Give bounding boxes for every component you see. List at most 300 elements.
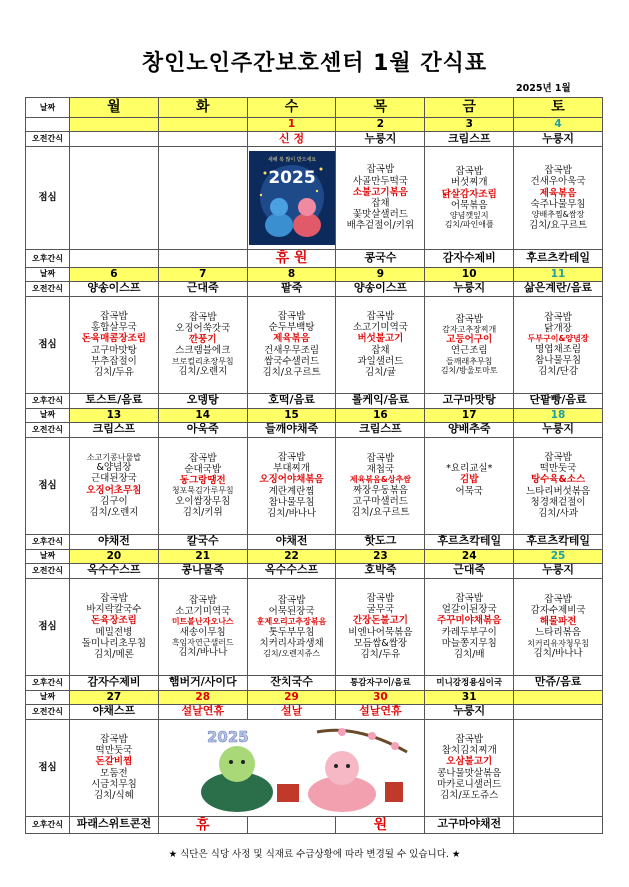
lunch-menu	[70, 437, 159, 534]
date-row-label: 날짜	[26, 267, 70, 281]
afternoon-snack	[158, 250, 247, 268]
date-cell: 3	[425, 118, 514, 132]
lunch-item: 돈육장조림	[90, 615, 137, 627]
lunch-item: 잡곡밥	[544, 311, 572, 323]
lunch-item: 잡곡밥	[544, 165, 572, 177]
lunch-menu	[514, 296, 603, 393]
morning-snack: 근대죽	[425, 563, 514, 578]
afternoon-snack: 고구마야채전	[425, 816, 514, 834]
date-row-label: 날짜	[26, 690, 70, 704]
lunch-item: 비엔나어묵볶음	[348, 626, 413, 638]
lunch-item: 계란계란찜	[268, 485, 315, 497]
morning-snack: 누룽지	[514, 563, 603, 578]
date-label: 날짜	[26, 98, 70, 118]
page-title: 창인노인주간보호센터 1월 간식표	[141, 51, 488, 76]
afternoon-snack	[247, 816, 336, 834]
morning-snack: 신 정	[247, 132, 336, 147]
lunch-item: 숙주나물무침	[530, 198, 586, 210]
date-cell: 9	[336, 267, 425, 281]
lunch-menu	[425, 147, 514, 250]
morning-snack: 양송이스프	[336, 281, 425, 296]
morning-snack: 근대죽	[158, 281, 247, 296]
weekday-2: 수	[247, 98, 336, 118]
lunch-item: 김치/바나나	[267, 507, 317, 519]
lunch-menu	[158, 578, 247, 675]
lunch-row	[26, 147, 603, 250]
date-cell: 23	[336, 549, 425, 563]
morning-snack	[70, 132, 159, 147]
lunch-item: 짜장우동볶음	[352, 484, 408, 496]
lunch-item: 돈갈비찜	[95, 756, 133, 768]
date-cell: 15	[247, 408, 336, 422]
lunch-item: 모듬쌈&쌈장	[353, 637, 408, 649]
lunch-item: 치커리유자청무침	[527, 638, 589, 648]
afternoon-snack: 휴	[158, 816, 247, 834]
date-cell: 14	[158, 408, 247, 422]
lunch-item: 오징어야채볶음	[259, 474, 324, 486]
date-cell: 25	[514, 549, 603, 563]
lunch-item: 김치/두유	[93, 366, 134, 378]
afternoon-label: 오후간식	[26, 250, 70, 268]
morning-snack: 아욱죽	[158, 422, 247, 437]
afternoon-label: 오후간식	[26, 393, 70, 408]
lunch-item: 김치/방울토마토	[440, 366, 498, 376]
lunch-menu	[425, 437, 514, 534]
lunch-item: 떡만둣국	[539, 463, 577, 475]
lunch-item: 부대찌개	[273, 463, 310, 475]
date-cell: 18	[514, 408, 603, 422]
lunch-row	[26, 437, 603, 534]
lunch-item: 소고기미역국	[352, 322, 408, 334]
lunch-item: 어묵볶음	[450, 199, 488, 211]
lunch-item: 버섯찌개	[450, 177, 488, 189]
date-row	[26, 690, 603, 704]
lunch-item: 잡곡밥	[277, 310, 306, 322]
date-row	[26, 267, 603, 281]
lunch-item: 모둠전	[100, 767, 128, 779]
morning-snack: 누룽지	[514, 422, 603, 437]
lunch-item: 새송이무침	[179, 626, 226, 638]
snack-menu-table	[25, 97, 603, 834]
new-year-illustration	[247, 147, 336, 250]
lunch-menu	[514, 578, 603, 675]
lunch-item: 김치/바나나	[178, 647, 228, 659]
lunch-item: 김치/단감	[538, 366, 579, 378]
lunch-item: 느타리버섯볶음	[525, 485, 591, 497]
date-cell: 30	[336, 690, 425, 704]
lunch-item: 잡곡밥	[188, 594, 217, 606]
lunch-item: 오이쌈장무침	[175, 495, 231, 507]
lunch-item: 배추겉절이/키위	[346, 220, 415, 232]
morning-snack-row	[26, 422, 603, 437]
date-cell: 2	[336, 118, 425, 132]
lunch-item: 잡곡밥	[455, 313, 483, 325]
afternoon-snack: 오뎅탕	[158, 393, 247, 408]
lunch-row	[26, 719, 603, 816]
morning-label: 오전간식	[26, 422, 70, 437]
lunch-item: 잡곡밥	[100, 310, 128, 322]
date-cell: 4	[514, 118, 603, 132]
lunch-row	[26, 578, 603, 675]
weekday-3: 목	[336, 98, 425, 118]
lunch-item: 어묵국	[455, 485, 483, 497]
lunch-item: 해물파전	[539, 616, 577, 628]
lunch-menu	[336, 437, 425, 534]
morning-snack: 크림스프	[336, 422, 425, 437]
date-cell: 7	[158, 267, 247, 281]
lunch-menu	[514, 719, 603, 816]
morning-snack-row	[26, 563, 603, 578]
lunch-item: 오삼불고기	[446, 756, 493, 768]
date-cell	[158, 118, 247, 132]
lunch-item: 잡곡밥	[366, 452, 395, 464]
morning-snack: 설날연휴	[336, 704, 425, 719]
footnote: ★ 식단은 식당 사정 및 식재료 수급상황에 따라 변경될 수 있습니다. ★	[168, 849, 461, 860]
afternoon-snack-row	[26, 393, 603, 408]
lunch-item: 잡곡밥	[100, 592, 128, 604]
lunch-item: *요리교실*	[446, 463, 493, 475]
lunch-item: 버섯불고기	[357, 333, 404, 345]
lunch-item: 꽃맛살샐러드	[352, 209, 408, 221]
lunch-menu	[425, 719, 514, 816]
lunch-item: 잡곡밥	[188, 452, 217, 464]
lunch-menu	[70, 719, 159, 816]
lunch-item: 동그랑땡전	[179, 475, 226, 487]
lunch-item: 어묵된장국	[268, 605, 315, 617]
lunch-item: 제육볶음	[273, 333, 310, 345]
date-cell	[514, 690, 603, 704]
lunch-item: 김치/요구르트	[262, 366, 321, 378]
morning-snack-row	[26, 281, 603, 296]
date-cell: 21	[158, 549, 247, 563]
lunch-item: 바지락칼국수	[86, 604, 142, 616]
lunch-menu	[336, 296, 425, 393]
year-month: 2025년 1월	[516, 83, 571, 94]
lunch-item: 잡곡밥	[455, 166, 483, 178]
morning-label: 오전간식	[26, 132, 70, 147]
afternoon-snack: 후르츠칵테일	[514, 534, 603, 549]
lunch-item: 홍합살무국	[90, 322, 137, 334]
date-cell: 8	[247, 267, 336, 281]
lunch-item: 김치/오렌지	[89, 507, 139, 519]
afternoon-snack-row	[26, 534, 603, 549]
date-cell: 28	[158, 690, 247, 704]
lunch-item: 콩나물맛살볶음	[437, 767, 502, 779]
lunch-item: 돈육매콤장조림	[81, 333, 147, 345]
date-row	[26, 408, 603, 422]
afternoon-snack: 휴 원	[247, 250, 336, 268]
lunch-item: 참나물무침	[535, 354, 582, 366]
afternoon-snack: 통감자구이/음료	[336, 675, 425, 690]
morning-snack: 야채스프	[70, 704, 159, 719]
morning-label: 오전간식	[26, 563, 70, 578]
lunch-item: 떡만둣국	[95, 745, 133, 757]
lunch-item: 잡곡밥	[100, 733, 128, 745]
date-cell: 6	[70, 267, 159, 281]
lunch-item: 김밥	[460, 474, 479, 486]
lunch-item: 치커리사과생채	[259, 637, 324, 649]
morning-snack: 팥죽	[247, 281, 336, 296]
lunch-label: 점심	[26, 147, 70, 250]
lunch-item: 간장돈불고기	[352, 615, 408, 627]
afternoon-snack: 핫도그	[336, 534, 425, 549]
lunch-label: 점심	[26, 578, 70, 675]
afternoon-snack	[70, 250, 159, 268]
weekday-4: 금	[425, 98, 514, 118]
afternoon-snack: 칼국수	[158, 534, 247, 549]
afternoon-snack: 미니강정용심이국	[425, 675, 514, 690]
afternoon-snack: 만쥬/음료	[514, 675, 603, 690]
lunch-label: 점심	[26, 719, 70, 816]
lunch-item: 근대된장국	[90, 473, 137, 485]
lunch-menu	[247, 578, 336, 675]
lunch-item: 잡곡밥	[366, 164, 395, 176]
lunch-item	[425, 452, 513, 463]
morning-snack: 누룽지	[425, 281, 514, 296]
lunch-item: 주꾸미야채볶음	[437, 615, 502, 627]
holiday-art-year: 2025	[206, 727, 249, 746]
afternoon-snack-row	[26, 250, 603, 268]
date-cell: 29	[247, 690, 336, 704]
lunch-item: 명엽채조림	[535, 343, 582, 355]
lunch-item	[425, 508, 513, 519]
morning-snack: 옥수수스프	[247, 563, 336, 578]
weekday-1: 화	[158, 98, 247, 118]
lunch-item: 김치/바나나	[533, 648, 583, 660]
weekday-0: 월	[70, 98, 159, 118]
date-cell: 10	[425, 267, 514, 281]
morning-snack: 옥수수스프	[70, 563, 159, 578]
date-row	[26, 549, 603, 563]
lunch-item: 순두부백탕	[268, 322, 315, 334]
lunch-item: 김치/포도쥬스	[440, 789, 499, 801]
lunch-item: 건새우무조림	[264, 344, 320, 356]
lunch-item: 김치/귤	[365, 366, 396, 378]
lunch-item: 소불고기볶음	[352, 186, 408, 198]
lunch-item: 잡곡밥	[277, 451, 306, 463]
new-year-snake-illustration	[249, 151, 335, 245]
lunch-menu	[70, 578, 159, 675]
afternoon-label: 오후간식	[26, 675, 70, 690]
morning-snack: 양송이스프	[70, 281, 159, 296]
lunch-item: 고구마샐러드	[352, 495, 408, 507]
afternoon-snack: 롤케익/음료	[336, 393, 425, 408]
afternoon-label: 오후간식	[26, 534, 70, 549]
lunch-item: 김치/키위	[182, 507, 223, 519]
afternoon-snack: 콩국수	[336, 250, 425, 268]
date-cell: 22	[247, 549, 336, 563]
afternoon-snack: 원	[336, 816, 425, 834]
holiday-illustration	[158, 719, 424, 816]
lunch-item: 김치/메론	[93, 648, 134, 660]
art-caption: 새해 복 많이 받으세요	[267, 157, 316, 163]
lunch-item: 잡곡밥	[544, 451, 572, 463]
lunch-item: 김구이	[100, 495, 128, 507]
lunch-item	[425, 497, 513, 508]
afternoon-snack-row	[26, 816, 603, 834]
lunch-menu	[425, 578, 514, 675]
lunch-item: 깐풍기	[188, 334, 217, 346]
lunch-item: 돌미나리초무침	[81, 637, 147, 649]
lunch-item: 김치/오렌지	[178, 366, 228, 378]
lunch-item: 잡곡밥	[188, 311, 217, 323]
morning-snack: 설날연휴	[158, 704, 247, 719]
lunch-item: 들깨래추무침	[446, 356, 493, 366]
lunch-item: 김치/파인애플	[444, 220, 494, 230]
lunch-row	[26, 296, 603, 393]
date-cell: 1	[247, 118, 336, 132]
lunch-item: 김치/요구르트	[528, 219, 588, 231]
date-cell: 13	[70, 408, 159, 422]
date-cell	[70, 118, 159, 132]
afternoon-snack: 햄버거/사이다	[158, 675, 247, 690]
lunch-menu	[158, 296, 247, 393]
morning-snack	[158, 132, 247, 147]
morning-snack: 양배추죽	[425, 422, 514, 437]
afternoon-snack: 토스트/음료	[70, 393, 159, 408]
lunch-item: 김치/식혜	[93, 789, 134, 801]
weekday-header-row	[26, 98, 603, 118]
lunch-item: 잡곡밥	[366, 592, 395, 604]
lunch-item: 브로컬리초장무침	[171, 356, 234, 366]
lunch-item: 얼갈이된장국	[441, 604, 497, 616]
lunch-item: 톳두부무침	[268, 626, 315, 638]
lunch-item: 느타리볶음	[535, 627, 582, 639]
morning-snack: 콩나물죽	[158, 563, 247, 578]
lunch-item: 양배추찜&쌈장	[531, 210, 585, 220]
date-row-label	[26, 118, 70, 132]
lunch-menu	[336, 578, 425, 675]
lunch-item: 잡채	[371, 198, 390, 209]
lunch-label: 점심	[26, 437, 70, 534]
date-cell: 11	[514, 267, 603, 281]
morning-snack: 들깨야채죽	[247, 422, 336, 437]
afternoon-snack: 감자수제비	[70, 675, 159, 690]
lunar-new-year-illustration	[167, 722, 417, 814]
lunch-item: 제육볶음	[539, 187, 577, 199]
date-cell: 17	[425, 408, 514, 422]
afternoon-snack: 파래스위트콘전	[70, 816, 159, 834]
lunch-item: 참치김치찌개	[441, 745, 497, 757]
lunch-item: 청포묵김가루무침	[171, 486, 234, 496]
lunch-item: 김치/두유	[360, 648, 401, 660]
lunch-item: 훈제오리고추장볶음	[256, 617, 327, 627]
lunch-menu	[158, 437, 247, 534]
lunch-item: 잡곡밥	[455, 592, 483, 604]
lunch-item: 마카로니샐러드	[437, 778, 502, 790]
weekday-5: 토	[514, 98, 603, 118]
lunch-item: 시금치무침	[90, 778, 137, 790]
lunch-item: 감자고추장찌개	[442, 324, 497, 334]
lunch-item: 메밀전병	[95, 626, 133, 638]
lunch-item: 소고기미역국	[175, 605, 231, 617]
lunch-item: 닭살감자조림	[441, 188, 497, 200]
lunch-menu	[514, 437, 603, 534]
lunch-item: 잡채	[371, 344, 390, 356]
date-cell: 27	[70, 690, 159, 704]
lunch-item: 두부구이&양념장	[527, 334, 589, 344]
lunch-item: 소고기콩나물밥	[86, 452, 141, 462]
date-row	[26, 118, 603, 132]
afternoon-snack: 후르츠칵테일	[425, 534, 514, 549]
date-cell: 31	[425, 690, 514, 704]
afternoon-snack	[514, 816, 603, 834]
afternoon-label: 오후간식	[26, 816, 70, 834]
lunch-item: 닭개장	[544, 322, 572, 334]
lunch-item: 스크램블에크	[175, 345, 231, 357]
lunch-item: 김치/요구르트	[351, 507, 410, 519]
afternoon-snack: 단팥빵/음료	[514, 393, 603, 408]
morning-snack: 크림스프	[70, 422, 159, 437]
lunch-item: 김치/사과	[538, 507, 579, 519]
date-cell: 20	[70, 549, 159, 563]
morning-snack-row	[26, 132, 603, 147]
lunch-item: &양념장	[96, 462, 132, 474]
lunch-item: 흑임자연근샐러드	[171, 637, 234, 647]
lunch-item: 제육볶음&상추쌈	[349, 475, 411, 485]
lunch-item: 굴무국	[366, 604, 395, 616]
lunch-item: 오징어쑥갓국	[175, 322, 231, 334]
morning-label: 오전간식	[26, 281, 70, 296]
lunch-item: 연근조림	[450, 345, 488, 357]
afternoon-snack: 감자수제비	[425, 250, 514, 268]
lunch-label: 점심	[26, 296, 70, 393]
morning-snack-row	[26, 704, 603, 719]
lunch-item: 미트볼난자오나스	[171, 617, 234, 627]
art-year: 2025	[267, 168, 316, 188]
lunch-item: 탕수육&소스	[530, 474, 586, 486]
lunch-item: 잡곡밥	[455, 733, 483, 745]
lunch-menu	[514, 147, 603, 250]
lunch-menu	[70, 296, 159, 393]
lunch-item: 쌈국수샐러드	[264, 355, 320, 367]
lunch-item: 순대국밥	[184, 463, 222, 475]
lunch-item: 참나물무침	[268, 496, 315, 508]
lunch-item: 고등어구이	[446, 334, 493, 346]
afternoon-snack: 고구마맛탕	[425, 393, 514, 408]
morning-snack: 호박죽	[336, 563, 425, 578]
lunch-menu	[336, 147, 425, 250]
morning-label: 오전간식	[26, 704, 70, 719]
lunch-item: 고구마맛탕	[90, 344, 137, 356]
afternoon-snack: 잔치국수	[247, 675, 336, 690]
lunch-item: 청경채겉절이	[530, 496, 586, 508]
morning-snack: 누룽지	[336, 132, 425, 147]
lunch-item: 잡곡밥	[277, 594, 306, 606]
lunch-item: 부추잡절이	[90, 355, 137, 367]
lunch-menu	[247, 296, 336, 393]
lunch-item: 과일샐러드	[357, 355, 404, 367]
lunch-item: 건새우아욱국	[530, 176, 586, 188]
morning-snack: 크림스프	[425, 132, 514, 147]
morning-snack: 설날	[247, 704, 336, 719]
date-row-label: 날짜	[26, 408, 70, 422]
lunch-item: 사골만두떡국	[352, 175, 408, 187]
afternoon-snack: 야채전	[70, 534, 159, 549]
lunch-item: 김치/배	[453, 648, 485, 660]
lunch-item: 카레두부구이	[441, 626, 497, 638]
lunch-item: 마늘쫑지무침	[441, 637, 497, 649]
lunch-menu	[425, 296, 514, 393]
afternoon-snack: 야채전	[247, 534, 336, 549]
date-cell: 24	[425, 549, 514, 563]
afternoon-snack: 호떡/음료	[247, 393, 336, 408]
lunch-item: 오징어초무침	[86, 484, 142, 496]
lunch-item: 김치/오렌지쥬스	[263, 648, 320, 658]
lunch-item: 감자수제비국	[530, 604, 586, 616]
date-cell: 16	[336, 408, 425, 422]
morning-snack: 삶은계란/음료	[514, 281, 603, 296]
